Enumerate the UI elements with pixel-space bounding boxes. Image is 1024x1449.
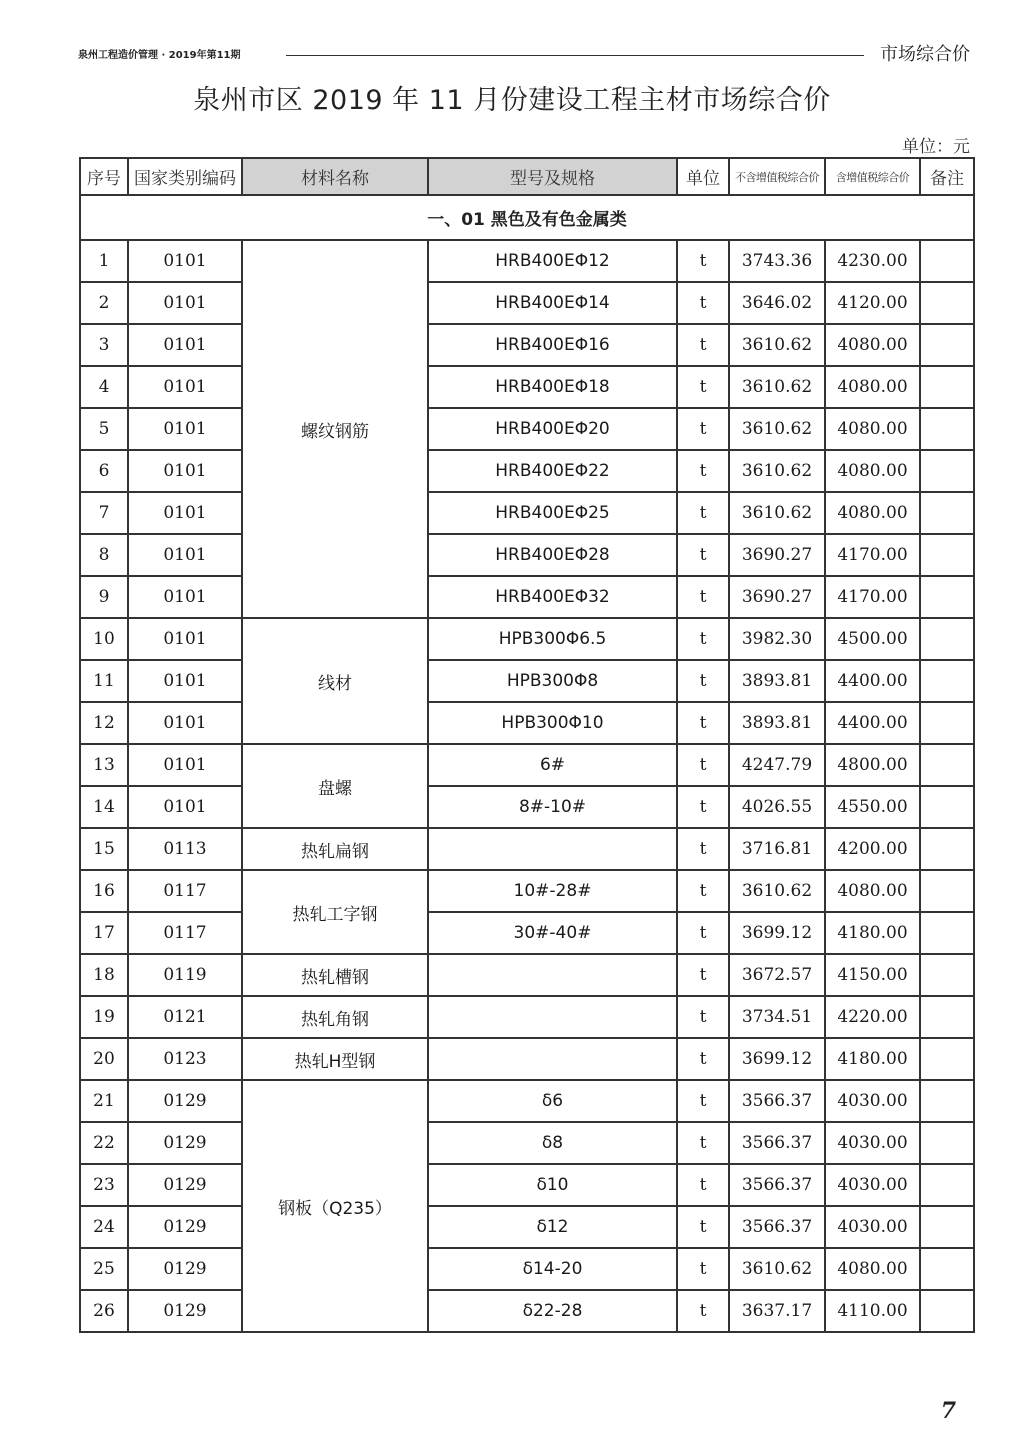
category-code: 0123: [128, 1038, 242, 1080]
price-incl-vat: 4080.00: [825, 324, 920, 366]
row-number: 26: [80, 1290, 128, 1332]
remark: [920, 1290, 974, 1332]
spec: δ14-20: [428, 1248, 677, 1290]
remark: [920, 1038, 974, 1080]
remark: [920, 618, 974, 660]
remark: [920, 1080, 974, 1122]
spec: HRB400EΦ16: [428, 324, 677, 366]
unit: t: [677, 492, 729, 534]
remark: [920, 492, 974, 534]
remark: [920, 912, 974, 954]
table-row: [80, 366, 974, 408]
price-table: [79, 157, 975, 1333]
price-excl-vat: 3672.57: [729, 954, 825, 996]
price-incl-vat: 4180.00: [825, 1038, 920, 1080]
price-incl-vat: 4030.00: [825, 1164, 920, 1206]
table-row: [80, 240, 974, 282]
unit: t: [677, 912, 729, 954]
category-code: 0121: [128, 996, 242, 1038]
unit: t: [677, 240, 729, 282]
row-number: 17: [80, 912, 128, 954]
unit: t: [677, 1038, 729, 1080]
price-incl-vat: 4080.00: [825, 492, 920, 534]
price-incl-vat: 4080.00: [825, 1248, 920, 1290]
table-row: [80, 1122, 974, 1164]
price-excl-vat: 4247.79: [729, 744, 825, 786]
price-incl-vat: 4080.00: [825, 366, 920, 408]
category-code: 0101: [128, 450, 242, 492]
spec: [428, 828, 677, 870]
table-row: [80, 1038, 974, 1080]
category-code: 0129: [128, 1290, 242, 1332]
category-code: 0101: [128, 786, 242, 828]
table-row: [80, 954, 974, 996]
category-code: 0129: [128, 1164, 242, 1206]
header-rule: [286, 55, 864, 56]
table-row: [80, 282, 974, 324]
price-excl-vat: 3610.62: [729, 492, 825, 534]
row-number: 25: [80, 1248, 128, 1290]
table-row: [80, 534, 974, 576]
unit: t: [677, 786, 729, 828]
unit: t: [677, 870, 729, 912]
price-excl-vat: 3610.62: [729, 408, 825, 450]
table-row: [80, 1290, 974, 1332]
remark: [920, 744, 974, 786]
price-incl-vat: 4170.00: [825, 576, 920, 618]
unit: t: [677, 954, 729, 996]
row-number: 19: [80, 996, 128, 1038]
unit: t: [677, 618, 729, 660]
price-incl-vat: 4500.00: [825, 618, 920, 660]
category-code: 0101: [128, 534, 242, 576]
material-name: 钢板（Q235）: [242, 1080, 428, 1332]
col-header: 含增值税综合价: [825, 158, 920, 195]
table-row: [80, 744, 974, 786]
price-incl-vat: 4080.00: [825, 870, 920, 912]
running-header: [78, 40, 970, 64]
price-incl-vat: 4080.00: [825, 450, 920, 492]
category-code: 0129: [128, 1206, 242, 1248]
row-number: 21: [80, 1080, 128, 1122]
table-row: [80, 786, 974, 828]
row-number: 5: [80, 408, 128, 450]
table-body: [80, 195, 974, 1332]
row-number: 15: [80, 828, 128, 870]
row-number: 3: [80, 324, 128, 366]
price-excl-vat: 3699.12: [729, 912, 825, 954]
remark: [920, 1122, 974, 1164]
page-title: 泉州市区 2019 年 11 月份建设工程主材市场综合价: [193, 85, 831, 116]
spec: HRB400EΦ32: [428, 576, 677, 618]
price-incl-vat: 4200.00: [825, 828, 920, 870]
price-excl-vat: 3637.17: [729, 1290, 825, 1332]
price-excl-vat: 3734.51: [729, 996, 825, 1038]
section-name: 市场综合价: [880, 44, 970, 65]
spec: HRB400EΦ14: [428, 282, 677, 324]
remark: [920, 450, 974, 492]
table-header-row: [80, 158, 974, 195]
category-code: 0129: [128, 1122, 242, 1164]
price-excl-vat: 4026.55: [729, 786, 825, 828]
row-number: 18: [80, 954, 128, 996]
price-excl-vat: 3982.30: [729, 618, 825, 660]
row-number: 13: [80, 744, 128, 786]
row-number: 4: [80, 366, 128, 408]
category-code: 0101: [128, 702, 242, 744]
remark: [920, 240, 974, 282]
spec: 10#-28#: [428, 870, 677, 912]
row-number: 23: [80, 1164, 128, 1206]
table-row: [80, 1080, 974, 1122]
spec: HRB400EΦ20: [428, 408, 677, 450]
journal-title: 泉州工程造价管理 · 2019年第11期: [78, 50, 241, 61]
spec: HRB400EΦ25: [428, 492, 677, 534]
spec: HRB400EΦ28: [428, 534, 677, 576]
spec: HPB300Φ10: [428, 702, 677, 744]
table-row: [80, 492, 974, 534]
row-number: 6: [80, 450, 128, 492]
unit: t: [677, 1080, 729, 1122]
remark: [920, 660, 974, 702]
unit: t: [677, 1122, 729, 1164]
category-code: 0101: [128, 660, 242, 702]
category-code: 0129: [128, 1080, 242, 1122]
material-name: 热轧角钢: [242, 996, 428, 1038]
price-incl-vat: 4400.00: [825, 702, 920, 744]
row-number: 9: [80, 576, 128, 618]
row-number: 22: [80, 1122, 128, 1164]
unit: t: [677, 828, 729, 870]
price-incl-vat: 4030.00: [825, 1206, 920, 1248]
category-code: 0101: [128, 408, 242, 450]
remark: [920, 366, 974, 408]
unit: t: [677, 282, 729, 324]
price-excl-vat: 3893.81: [729, 702, 825, 744]
col-header: 单位: [677, 158, 729, 195]
category-code: 0101: [128, 282, 242, 324]
row-number: 11: [80, 660, 128, 702]
price-excl-vat: 3610.62: [729, 366, 825, 408]
unit: t: [677, 1164, 729, 1206]
row-number: 24: [80, 1206, 128, 1248]
price-excl-vat: 3566.37: [729, 1080, 825, 1122]
category-code: 0101: [128, 240, 242, 282]
price-excl-vat: 3699.12: [729, 1038, 825, 1080]
unit: t: [677, 660, 729, 702]
price-incl-vat: 4110.00: [825, 1290, 920, 1332]
spec: δ10: [428, 1164, 677, 1206]
remark: [920, 996, 974, 1038]
category-code: 0101: [128, 576, 242, 618]
category-code: 0117: [128, 912, 242, 954]
spec: δ12: [428, 1206, 677, 1248]
spec: HRB400EΦ12: [428, 240, 677, 282]
price-incl-vat: 4400.00: [825, 660, 920, 702]
table-row: [80, 1206, 974, 1248]
category-code: 0101: [128, 366, 242, 408]
remark: [920, 870, 974, 912]
price-excl-vat: 3610.62: [729, 1248, 825, 1290]
spec: 6#: [428, 744, 677, 786]
price-excl-vat: 3566.37: [729, 1122, 825, 1164]
spec: HRB400EΦ22: [428, 450, 677, 492]
row-number: 1: [80, 240, 128, 282]
row-number: 16: [80, 870, 128, 912]
unit: t: [677, 1206, 729, 1248]
table-row: [80, 702, 974, 744]
col-header: 不含增值税综合价: [729, 158, 825, 195]
table-row: [80, 450, 974, 492]
remark: [920, 408, 974, 450]
spec: HPB300Φ8: [428, 660, 677, 702]
spec: [428, 954, 677, 996]
spec: [428, 1038, 677, 1080]
table-row: [80, 996, 974, 1038]
remark: [920, 1164, 974, 1206]
col-header: 备注: [920, 158, 974, 195]
material-name: 热轧工字钢: [242, 870, 428, 954]
category-code: 0113: [128, 828, 242, 870]
unit: t: [677, 450, 729, 492]
category-code: 0101: [128, 744, 242, 786]
category-label: 一、01 黑色及有色金属类: [80, 195, 974, 240]
material-name: 热轧扁钢: [242, 828, 428, 870]
price-excl-vat: 3566.37: [729, 1206, 825, 1248]
row-number: 7: [80, 492, 128, 534]
unit: t: [677, 702, 729, 744]
remark: [920, 702, 974, 744]
unit: t: [677, 996, 729, 1038]
price-incl-vat: 4120.00: [825, 282, 920, 324]
remark: [920, 1206, 974, 1248]
price-incl-vat: 4180.00: [825, 912, 920, 954]
spec: HPB300Φ6.5: [428, 618, 677, 660]
table-row: [80, 912, 974, 954]
table-row: [80, 828, 974, 870]
row-number: 2: [80, 282, 128, 324]
remark: [920, 576, 974, 618]
spec: 8#-10#: [428, 786, 677, 828]
price-excl-vat: 3610.62: [729, 450, 825, 492]
spec: [428, 996, 677, 1038]
col-header: 型号及规格: [428, 158, 677, 195]
price-excl-vat: 3690.27: [729, 576, 825, 618]
category-code: 0117: [128, 870, 242, 912]
table-row: [80, 576, 974, 618]
price-excl-vat: 3893.81: [729, 660, 825, 702]
remark: [920, 282, 974, 324]
category-code: 0119: [128, 954, 242, 996]
price-incl-vat: 4220.00: [825, 996, 920, 1038]
category-row: [80, 195, 974, 240]
price-incl-vat: 4230.00: [825, 240, 920, 282]
unit: t: [677, 576, 729, 618]
price-incl-vat: 4150.00: [825, 954, 920, 996]
spec: δ22-28: [428, 1290, 677, 1332]
price-incl-vat: 4170.00: [825, 534, 920, 576]
col-header: 国家类别编码: [128, 158, 242, 195]
category-code: 0101: [128, 324, 242, 366]
unit: t: [677, 534, 729, 576]
price-excl-vat: 3646.02: [729, 282, 825, 324]
material-name: 线材: [242, 618, 428, 744]
price-incl-vat: 4030.00: [825, 1122, 920, 1164]
material-name: 热轧槽钢: [242, 954, 428, 996]
remark: [920, 324, 974, 366]
row-number: 14: [80, 786, 128, 828]
row-number: 12: [80, 702, 128, 744]
category-code: 0129: [128, 1248, 242, 1290]
price-incl-vat: 4800.00: [825, 744, 920, 786]
row-number: 20: [80, 1038, 128, 1080]
price-excl-vat: 3610.62: [729, 870, 825, 912]
price-incl-vat: 4080.00: [825, 408, 920, 450]
price-excl-vat: 3566.37: [729, 1164, 825, 1206]
table-row: [80, 1164, 974, 1206]
unit-note: 单位：元: [902, 137, 970, 157]
row-number: 8: [80, 534, 128, 576]
price-incl-vat: 4550.00: [825, 786, 920, 828]
unit: t: [677, 324, 729, 366]
material-name: 热轧H型钢: [242, 1038, 428, 1080]
spec: δ6: [428, 1080, 677, 1122]
table-row: [80, 408, 974, 450]
remark: [920, 954, 974, 996]
material-name: 螺纹钢筋: [242, 240, 428, 618]
spec: δ8: [428, 1122, 677, 1164]
category-code: 0101: [128, 492, 242, 534]
spec: HRB400EΦ18: [428, 366, 677, 408]
table-row: [80, 618, 974, 660]
unit: t: [677, 408, 729, 450]
col-header: 材料名称: [242, 158, 428, 195]
remark: [920, 534, 974, 576]
price-excl-vat: 3743.36: [729, 240, 825, 282]
table-row: [80, 660, 974, 702]
col-header: 序号: [80, 158, 128, 195]
remark: [920, 1248, 974, 1290]
unit: t: [677, 1290, 729, 1332]
price-excl-vat: 3610.62: [729, 324, 825, 366]
remark: [920, 828, 974, 870]
unit: t: [677, 1248, 729, 1290]
spec: 30#-40#: [428, 912, 677, 954]
page-number: 7: [940, 1398, 956, 1424]
table-row: [80, 870, 974, 912]
material-name: 盘螺: [242, 744, 428, 828]
price-excl-vat: 3690.27: [729, 534, 825, 576]
table-row: [80, 324, 974, 366]
unit: t: [677, 744, 729, 786]
unit: t: [677, 366, 729, 408]
category-code: 0101: [128, 618, 242, 660]
row-number: 10: [80, 618, 128, 660]
remark: [920, 786, 974, 828]
price-excl-vat: 3716.81: [729, 828, 825, 870]
price-incl-vat: 4030.00: [825, 1080, 920, 1122]
table-row: [80, 1248, 974, 1290]
